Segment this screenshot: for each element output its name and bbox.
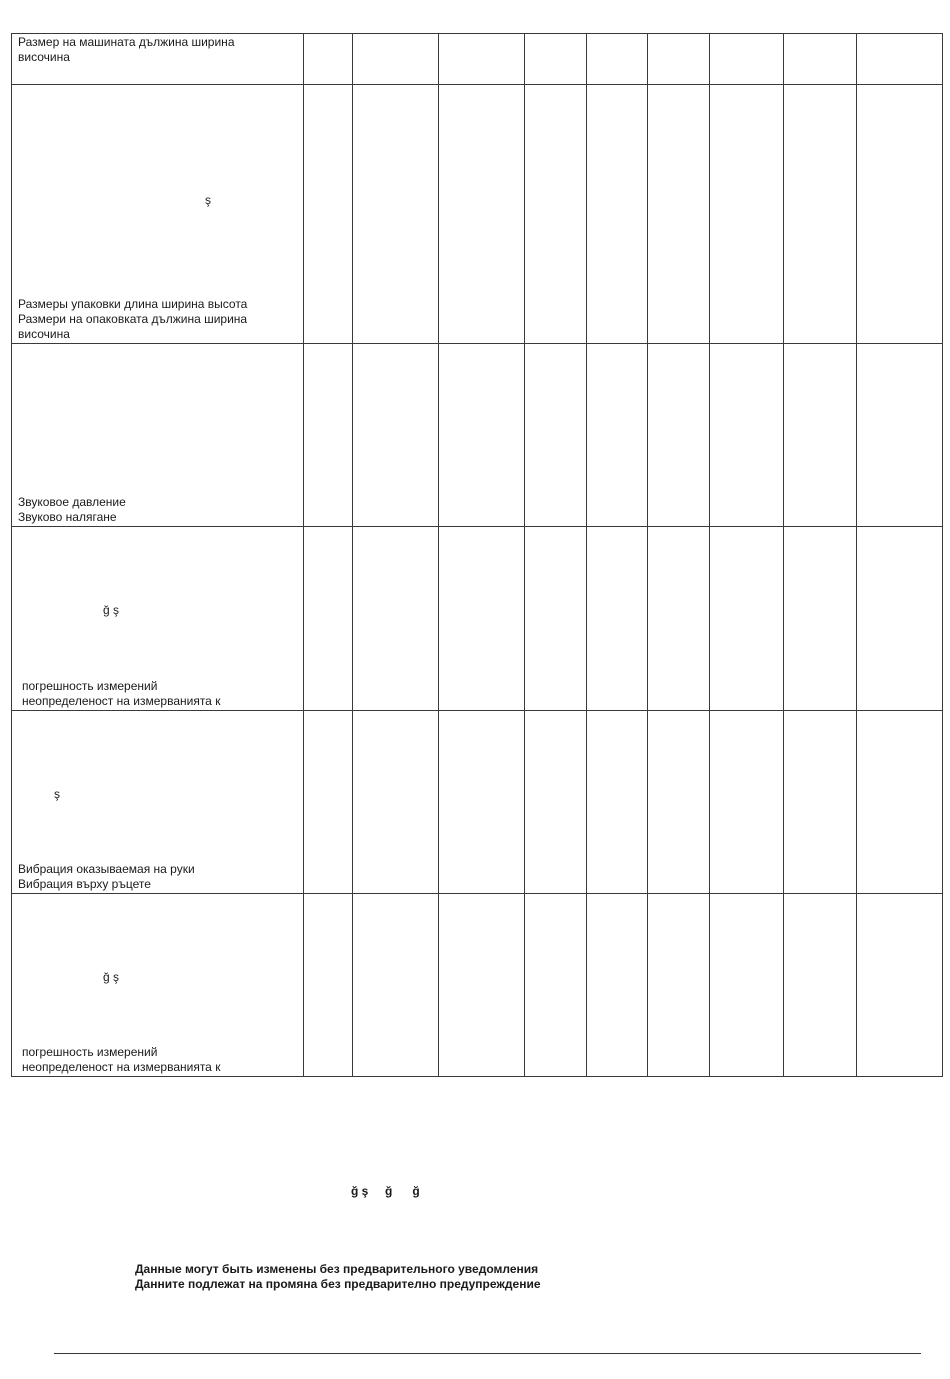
value-cell <box>353 344 439 527</box>
value-cell <box>648 344 710 527</box>
value-cell <box>525 34 587 85</box>
value-cell <box>710 711 784 894</box>
value-cell <box>304 344 353 527</box>
value-cell <box>587 34 648 85</box>
value-cell <box>439 85 525 344</box>
value-cell <box>784 34 857 85</box>
row-symbol: ğ ş <box>103 970 120 984</box>
row-symbol: ğ ş <box>103 603 120 617</box>
row-symbol: ş <box>205 193 211 207</box>
value-cell <box>439 894 525 1077</box>
value-cell <box>353 85 439 344</box>
row-label: погрешность измерений неопределеност на измерванията к <box>22 679 221 708</box>
value-cell <box>784 711 857 894</box>
row-label-cell <box>12 894 304 1077</box>
row-label-cell <box>12 527 304 711</box>
value-cell <box>525 711 587 894</box>
row-label-cell <box>12 344 304 527</box>
value-cell <box>304 34 353 85</box>
bottom-symbols: ğ ş ğ ğ <box>351 1184 420 1198</box>
value-cell <box>784 85 857 344</box>
value-cell <box>525 527 587 711</box>
value-cell <box>353 711 439 894</box>
row-label-cell <box>12 34 304 85</box>
value-cell <box>710 85 784 344</box>
table-row-vibration-uncertainty <box>12 894 943 1077</box>
value-cell <box>587 894 648 1077</box>
footer-divider <box>54 1353 921 1354</box>
value-cell <box>587 711 648 894</box>
row-label: Вибрация оказываемая на руки Вибрация върху ръцете <box>18 862 195 891</box>
value-cell <box>304 711 353 894</box>
value-cell <box>648 527 710 711</box>
value-cell <box>784 894 857 1077</box>
value-cell <box>525 894 587 1077</box>
value-cell <box>525 344 587 527</box>
value-cell <box>439 34 525 85</box>
table-row-sound-pressure <box>12 344 943 527</box>
row-symbol: ş <box>54 787 60 801</box>
value-cell <box>439 344 525 527</box>
row-label-cell <box>12 711 304 894</box>
spec-table <box>11 33 943 1077</box>
value-cell <box>710 894 784 1077</box>
value-cell <box>784 344 857 527</box>
value-cell <box>304 894 353 1077</box>
value-cell <box>587 344 648 527</box>
value-cell <box>587 85 648 344</box>
value-cell <box>710 34 784 85</box>
row-label: Размеры упаковки длина ширина высота Размери на опаковката дължина ширина височина <box>18 297 248 341</box>
value-cell <box>353 527 439 711</box>
table-row-sound-uncertainty <box>12 527 943 711</box>
table-row-machine-size <box>12 34 943 85</box>
table-row-package-size <box>12 85 943 344</box>
value-cell <box>439 711 525 894</box>
value-cell <box>353 894 439 1077</box>
value-cell <box>857 344 943 527</box>
row-label: Размер на машината дължина ширина височина <box>18 35 235 64</box>
value-cell <box>304 85 353 344</box>
value-cell <box>710 344 784 527</box>
value-cell <box>439 527 525 711</box>
change-notice <box>135 1262 541 1292</box>
row-label: погрешность измерений неопределеност на измерванията к <box>22 1045 221 1074</box>
value-cell <box>857 894 943 1077</box>
value-cell <box>648 85 710 344</box>
value-cell <box>784 527 857 711</box>
value-cell <box>648 711 710 894</box>
row-label-cell <box>12 85 304 344</box>
value-cell <box>710 527 784 711</box>
value-cell <box>587 527 648 711</box>
value-cell <box>304 527 353 711</box>
value-cell <box>353 34 439 85</box>
value-cell <box>857 527 943 711</box>
notice-line-bg: Данните подлежат на промяна без предварително предупреждение <box>135 1277 541 1291</box>
row-label: Звуковое давление Звуково налягане <box>18 495 126 524</box>
value-cell <box>857 34 943 85</box>
value-cell <box>857 711 943 894</box>
value-cell <box>857 85 943 344</box>
notice-line-ru: Данные могут быть изменены без предварительного уведомления <box>135 1262 539 1276</box>
value-cell <box>648 34 710 85</box>
table-row-vibration <box>12 711 943 894</box>
value-cell <box>525 85 587 344</box>
value-cell <box>648 894 710 1077</box>
